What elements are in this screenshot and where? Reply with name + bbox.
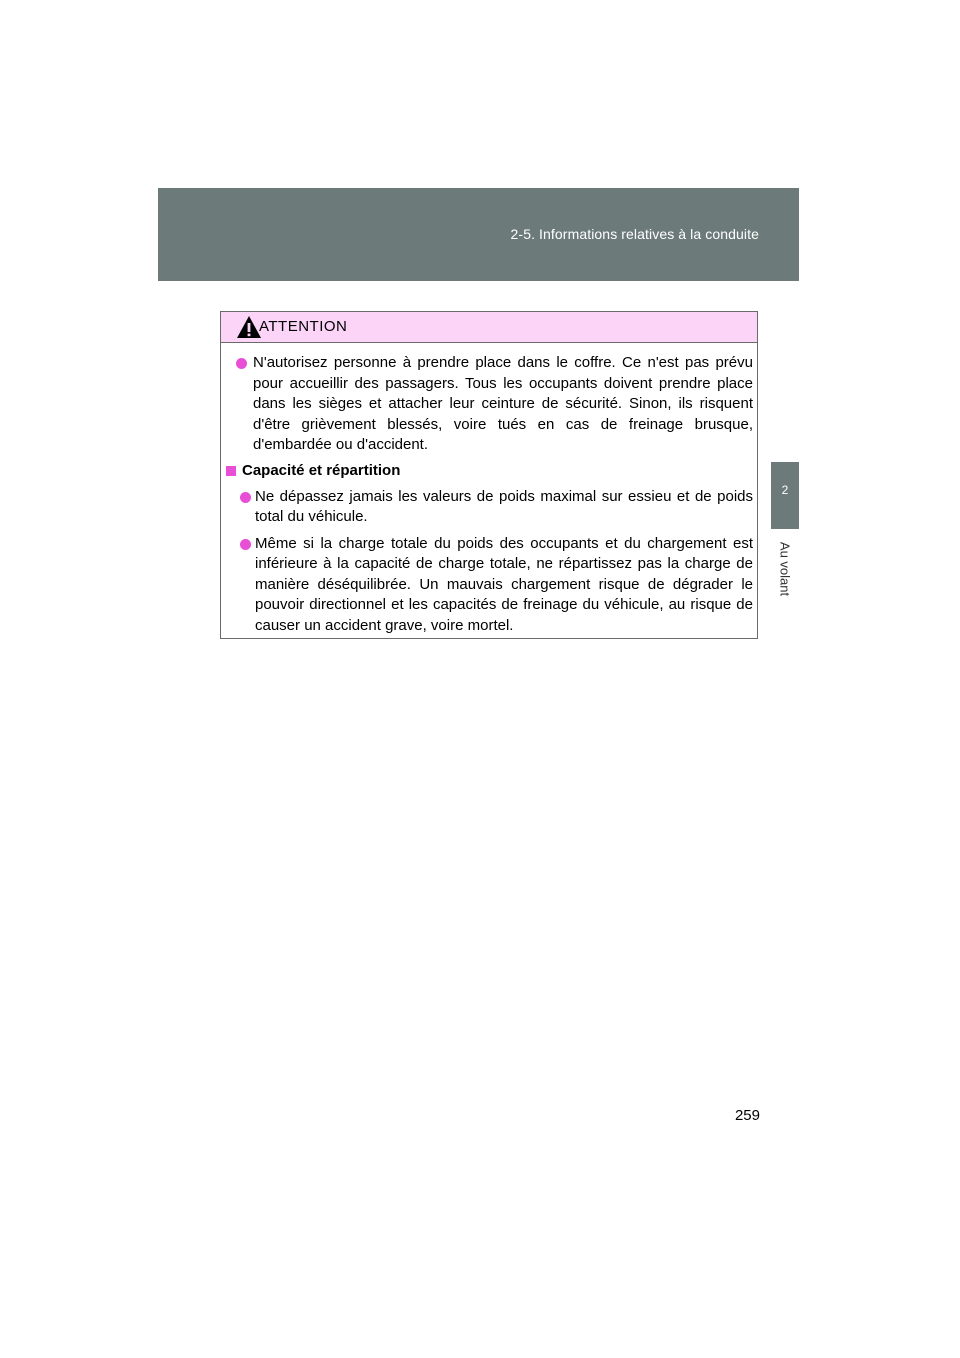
subheading [225,462,753,479]
header-band [158,188,799,281]
circle-bullet-icon [240,539,251,550]
warning-bullet [225,487,753,528]
warning-header [221,312,757,343]
warning-bullet [225,353,753,456]
bullet-text: Ne dépassez jamais les valeurs de poids maximal sur essieu et de poids total du véhicule. [255,487,753,525]
chapter-number: 2 [781,483,789,497]
bullet-text: N'autorisez personne à prendre place dans le coffre. Ce n'est pas prévu pour accueillir des passagers. Tous les occupants doivent prendre place dans les sièges et attacher leur ceinture de sécurité. Sinon, ils risquent d'être grièvement blessés, voire tués en cas de freinage brusque, d'embardée ou d'accident. [253,354,753,453]
bullet-text: Même si la charge totale du poids des occupants et du chargement est inférieure à la capacité de charge totale, ne répartissez pas la charge de manière déséquilibrée. Un mauvais chargement risque de dégrader le pouvoir directionnel et les capacités de freinage du véhicule, au risque de causer un accident grave, voire mortel. [255,534,753,634]
warning-content [221,343,757,636]
circle-bullet-icon [236,358,247,369]
page-number: 259 [734,1107,760,1124]
circle-bullet-icon [240,492,251,503]
chapter-label: Au volant [777,541,793,597]
warning-box [220,311,758,639]
warning-title: ATTENTION [259,318,348,335]
subheading-text: Capacité et répartition [242,461,401,479]
chapter-tab [771,462,799,529]
section-title: 2-5. Informations relatives à la conduite [510,226,759,242]
square-bullet-icon [226,466,236,476]
warning-bullet [225,534,753,637]
